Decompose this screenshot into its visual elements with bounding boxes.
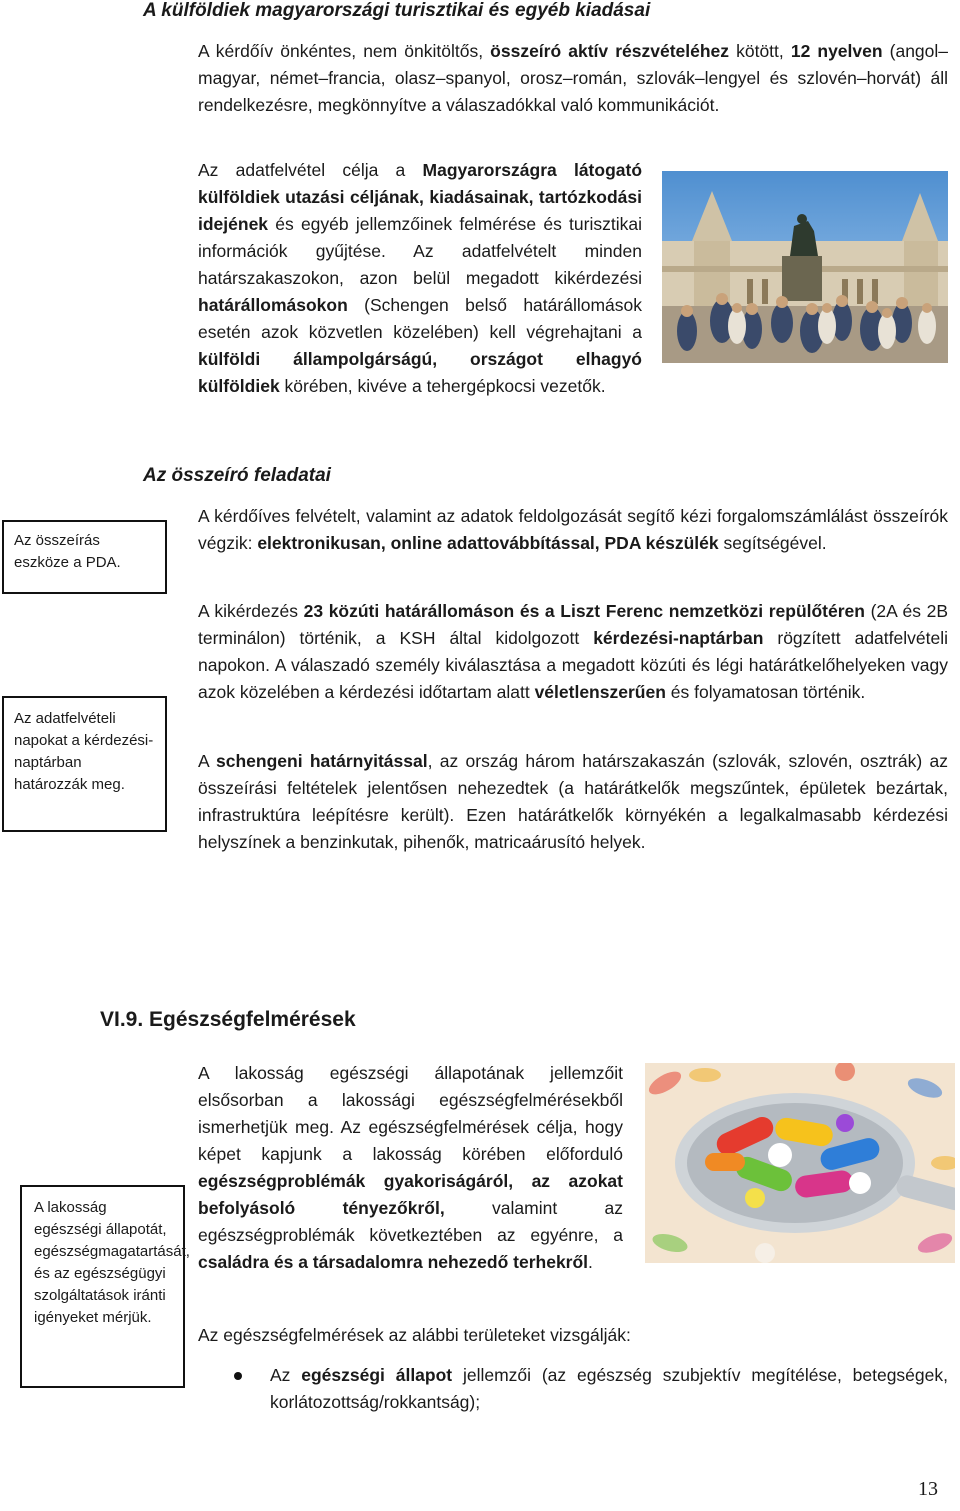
text-run: , az ország három határszakaszán (szlovák, szlovén, osztrák) az összeírási feltételek jelentősen nehezedtek (a határátkelők megszűntek, épületek bezártak, infrastruktúra leépítésre került). Ezen határátkelők környékén a legalkalmasabb kérdezési helyszínek a benzinkutak, pihenők, matricaárusító helyek. xyxy=(198,751,948,852)
sidebox-calendar: Az adatfelvételi napokat a kérdezési-naptárban határozzák meg. xyxy=(2,696,167,832)
health-topic-item xyxy=(198,1362,948,1416)
section-heading-health: VI.9. Egészségfelmérések xyxy=(100,1008,356,1031)
health-paragraph-2: Az egészségfelmérések az alábbi területeket vizsgálják: xyxy=(198,1325,631,1345)
health-paragraph-1 xyxy=(198,1060,623,1276)
bold-run: külföldi állampolgárságú, országot elhagyó külföldiek xyxy=(198,349,642,396)
bold-run: határállomásokon xyxy=(198,295,348,315)
bold-run: egészségproblémák gyakoriságáról, az azokat befolyásoló tényezőkről, xyxy=(198,1171,623,1218)
tourism-paragraph-1 xyxy=(198,38,948,119)
pills-svg xyxy=(645,1063,955,1263)
sidebox-pda: Az összeírás eszköze a PDA. xyxy=(2,520,167,594)
health-topic-list xyxy=(198,1362,948,1416)
text-run: Az xyxy=(270,1365,302,1385)
bold-run: Magyarországra látogató külföldiek utazási céljának, kiadásainak, tartózkodási idejének xyxy=(198,160,643,234)
text-run: jellemzői (az egészség szubjektív megítélése, betegségek, korlátozottság/rokkantság); xyxy=(270,1365,948,1412)
bold-run: véletlenszerűen xyxy=(534,682,666,702)
text-run: körében, kivéve a tehergépkocsi vezetők. xyxy=(279,376,606,396)
photo-svg xyxy=(662,171,948,363)
text-run: . xyxy=(588,1252,593,1272)
section-heading-enumerator: Az összeíró feladatai xyxy=(143,465,331,486)
page-number: 13 xyxy=(918,1478,938,1500)
bold-run: schengeni határnyitással xyxy=(216,751,428,771)
fishermans-bastion-photo xyxy=(662,171,948,363)
text-run: (angol–magyar, német–francia, olasz–spanyol, orosz–román, szlovák–lengyel és szlovén–horvát) áll rendelkezésre, megkönnyítve a válaszadókkal való kommunikációt. xyxy=(198,41,949,115)
enumerator-paragraph-3 xyxy=(198,748,948,856)
enumerator-paragraph-1 xyxy=(198,503,948,557)
text-run: A lakosság egészségi állapotának jellemzőit elsősorban a lakossági egészségfelmérésekből ismerhetjük meg. Az egészségfelmérések célja, hogy képet kapjunk a lakosság körében előforduló xyxy=(198,1063,623,1164)
bold-run: egészségi állapot xyxy=(301,1365,453,1385)
text-run: (Schengen belső határállomások esetén azok közvetlen közelében) kell végrehajtani a xyxy=(198,295,642,342)
text-run: rögzített adatfelvételi napokon. A válaszadó személy kiválasztása a megadott közúti és légi határátkelőhelyeken vagy azok közelében a kérdezési időtartam alatt xyxy=(198,628,948,702)
pills-spoon-photo xyxy=(645,1063,955,1263)
text-run: valamint az egészségproblémák következtében az egyénre, a xyxy=(198,1198,623,1245)
text-run: segítségével. xyxy=(718,533,827,553)
bold-run: 12 nyelven xyxy=(790,41,883,61)
bullet-icon xyxy=(234,1372,242,1380)
bold-run: elektronikusan, online adattovábbítással, PDA készülék xyxy=(257,533,719,553)
health-topic-item-text xyxy=(270,1365,948,1412)
bold-run: kérdezési-naptárban xyxy=(593,628,764,648)
bold-run: 23 közúti határállomáson és a Liszt Ferenc nemzetközi repülőtéren xyxy=(303,601,865,621)
text-run: A xyxy=(198,751,217,771)
sidebox-health: A lakosság egészségi állapotát, egészségmagatartását, és az egészségügyi szolgáltatások iránti igényeket mérjük. xyxy=(20,1185,185,1388)
text-run: A kikérdezés xyxy=(198,601,304,621)
section-heading-tourism: A külföldiek magyarországi turisztikai és egyéb kiadásai xyxy=(143,0,651,21)
tourism-paragraph-2 xyxy=(198,157,948,400)
bold-run: összeíró aktív részvételéhez xyxy=(490,41,730,61)
text-run: Az adatfelvétel célja a xyxy=(198,160,423,180)
enumerator-paragraph-2 xyxy=(198,598,948,706)
text-run: kötött, xyxy=(729,41,791,61)
text-run: A kérdőív önkéntes, nem önkitöltős, xyxy=(198,41,491,61)
text-run: (2A és 2B terminálon) történik, a KSH által kidolgozott xyxy=(198,601,949,648)
text-run: és folyamatosan történik. xyxy=(665,682,866,702)
tourism-paragraph-2-text xyxy=(198,160,642,396)
text-run: és egyéb jellemzőinek felmérése és turisztikai információk gyűjtése. Az adatfelvételt minden határszakaszokon, azon belül megadott kikérdezési xyxy=(198,214,642,288)
bold-run: családra és a társadalomra nehezedő terhekről xyxy=(198,1252,589,1272)
text-run: A kérdőíves felvételt, valamint az adatok feldolgozását segítő kézi forgalomszámlálást összeírók végzik: xyxy=(198,506,948,553)
